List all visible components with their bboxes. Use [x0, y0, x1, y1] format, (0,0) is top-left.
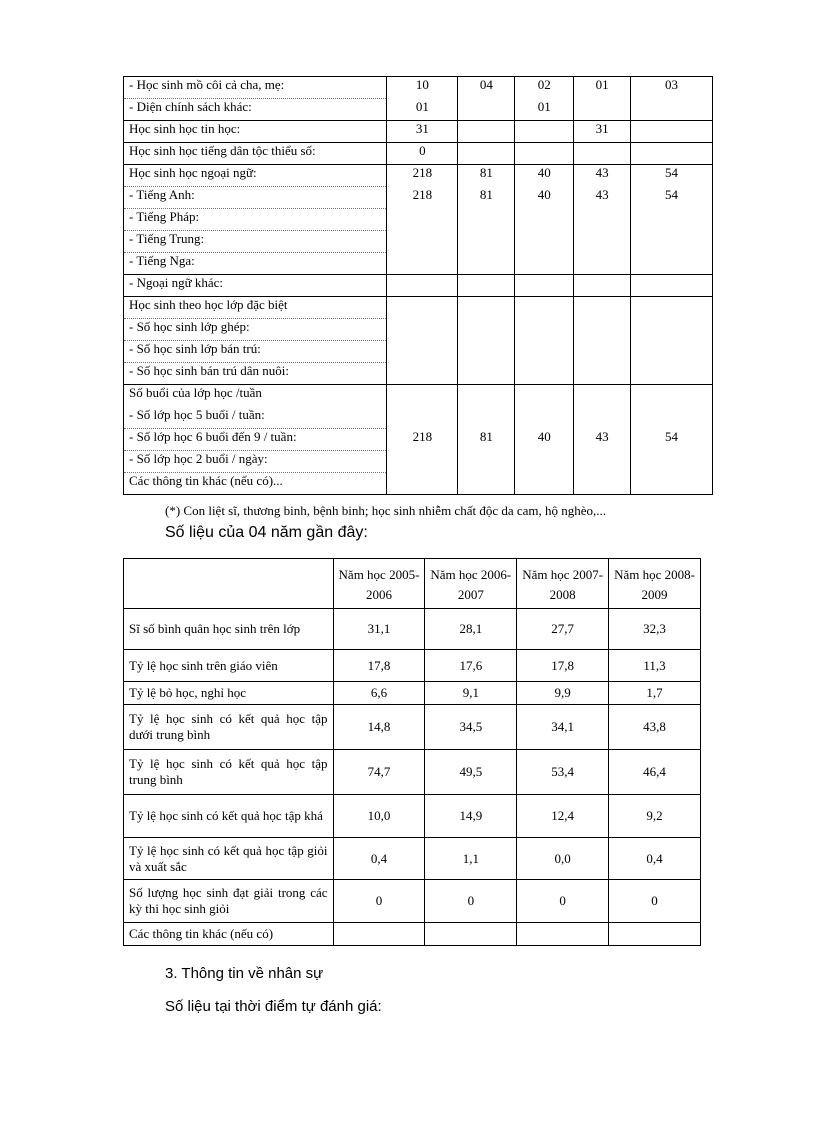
- value-cell: 40: [515, 165, 574, 187]
- value-cell: [515, 121, 574, 143]
- value-cell: 43: [574, 429, 631, 451]
- four-year-table: [123, 558, 701, 946]
- table-row: [124, 385, 713, 407]
- value-cell: [631, 209, 713, 231]
- header-row: [124, 559, 701, 609]
- year-header: Năm học 2005-2006: [333, 559, 425, 609]
- value-cell: [515, 407, 574, 429]
- value-cell: [517, 923, 609, 946]
- value-cell: [458, 451, 515, 473]
- row-label: Học sinh học tin học:: [124, 121, 387, 143]
- row-label: - Học sinh mồ côi cả cha, mẹ:: [124, 77, 387, 99]
- value-cell: [574, 473, 631, 495]
- value-cell: 31: [574, 121, 631, 143]
- row-label: Các thông tin khác (nếu có): [124, 923, 334, 946]
- value-cell: 43,8: [609, 705, 701, 750]
- value-cell: 17,8: [333, 650, 425, 682]
- value-cell: 9,1: [425, 682, 517, 705]
- value-cell: [574, 385, 631, 407]
- value-cell: [387, 253, 458, 275]
- value-cell: [458, 473, 515, 495]
- row-label: Học sinh học tiếng dân tộc thiểu số:: [124, 143, 387, 165]
- value-cell: [574, 341, 631, 363]
- value-cell: [631, 341, 713, 363]
- table-row: [124, 253, 713, 275]
- row-label: Sĩ số bình quân học sinh trên lớp: [124, 609, 334, 650]
- row-label: - Số lớp học 5 buổi / tuần:: [124, 407, 387, 429]
- row-label: Tỷ lệ học sinh trên giáo viên: [124, 650, 334, 682]
- value-cell: 0: [425, 880, 517, 923]
- value-cell: 02: [515, 77, 574, 99]
- value-cell: 0: [333, 880, 425, 923]
- value-cell: 40: [515, 187, 574, 209]
- table-row: [124, 473, 713, 495]
- value-cell: [333, 923, 425, 946]
- row-label: Số lượng học sinh đạt giải trong các kỳ thi học sinh giỏi: [124, 880, 334, 923]
- row-label: - Tiếng Pháp:: [124, 209, 387, 231]
- value-cell: [515, 275, 574, 297]
- row-label: Học sinh theo học lớp đặc biệt: [124, 297, 387, 319]
- value-cell: [458, 363, 515, 385]
- value-cell: [631, 253, 713, 275]
- corner-cell: [124, 559, 334, 609]
- value-cell: [631, 297, 713, 319]
- value-cell: 11,3: [609, 650, 701, 682]
- value-cell: [631, 451, 713, 473]
- table-row: [124, 341, 713, 363]
- value-cell: 54: [631, 165, 713, 187]
- table-row: [124, 705, 701, 750]
- value-cell: [609, 923, 701, 946]
- value-cell: 17,6: [425, 650, 517, 682]
- row-label: - Diện chính sách khác:: [124, 99, 387, 121]
- row-label: - Số học sinh lớp bán trú:: [124, 341, 387, 363]
- value-cell: [574, 297, 631, 319]
- table-row: [124, 165, 713, 187]
- value-cell: [458, 99, 515, 121]
- value-cell: [574, 363, 631, 385]
- value-cell: 9,2: [609, 795, 701, 838]
- value-cell: [458, 121, 515, 143]
- value-cell: 218: [387, 187, 458, 209]
- value-cell: 01: [515, 99, 574, 121]
- value-cell: [631, 99, 713, 121]
- value-cell: 17,8: [517, 650, 609, 682]
- value-cell: 14,8: [333, 705, 425, 750]
- value-cell: 10: [387, 77, 458, 99]
- value-cell: 74,7: [333, 750, 425, 795]
- row-label: Tỷ lệ bỏ học, nghỉ học: [124, 682, 334, 705]
- value-cell: 0,4: [333, 838, 425, 880]
- value-cell: [631, 121, 713, 143]
- value-cell: 10,0: [333, 795, 425, 838]
- value-cell: [458, 231, 515, 253]
- four-year-body: [124, 559, 701, 946]
- value-cell: [515, 385, 574, 407]
- table-row: [124, 451, 713, 473]
- section-subtitle: Số liệu tại thời điểm tự đánh giá:: [165, 998, 382, 1015]
- value-cell: 31,1: [333, 609, 425, 650]
- table-row: [124, 297, 713, 319]
- value-cell: [458, 407, 515, 429]
- table-row: [124, 209, 713, 231]
- value-cell: [515, 143, 574, 165]
- value-cell: 34,1: [517, 705, 609, 750]
- value-cell: 32,3: [609, 609, 701, 650]
- four-year-heading: Số liệu của 04 năm gần đây:: [165, 524, 368, 541]
- table-row: [124, 275, 713, 297]
- value-cell: [574, 319, 631, 341]
- value-cell: 218: [387, 165, 458, 187]
- value-cell: 0: [517, 880, 609, 923]
- value-cell: 31: [387, 121, 458, 143]
- value-cell: [515, 319, 574, 341]
- value-cell: 1,1: [425, 838, 517, 880]
- table-row: [124, 838, 701, 880]
- value-cell: [387, 451, 458, 473]
- value-cell: [458, 297, 515, 319]
- student-statistics-table: [123, 76, 713, 495]
- value-cell: [631, 231, 713, 253]
- value-cell: [425, 923, 517, 946]
- value-cell: [515, 231, 574, 253]
- value-cell: 54: [631, 429, 713, 451]
- table-row: [124, 682, 701, 705]
- value-cell: [515, 297, 574, 319]
- value-cell: [458, 253, 515, 275]
- table-row: [124, 429, 713, 451]
- value-cell: [631, 275, 713, 297]
- value-cell: 53,4: [517, 750, 609, 795]
- table-row: [124, 77, 713, 99]
- year-header: Năm học 2006-2007: [425, 559, 517, 609]
- value-cell: [515, 209, 574, 231]
- value-cell: 0: [609, 880, 701, 923]
- year-header: Năm học 2008-2009: [609, 559, 701, 609]
- table-row: [124, 880, 701, 923]
- value-cell: [574, 407, 631, 429]
- row-label: - Tiếng Anh:: [124, 187, 387, 209]
- row-label: Tỷ lệ học sinh có kết quả học tập giỏi và xuất sắc: [124, 838, 334, 880]
- value-cell: [574, 143, 631, 165]
- value-cell: [515, 363, 574, 385]
- year-header: Năm học 2007-2008: [517, 559, 609, 609]
- section-title: 3. Thông tin về nhân sự: [165, 965, 324, 982]
- table-row: [124, 187, 713, 209]
- table-row: [124, 795, 701, 838]
- value-cell: [458, 341, 515, 363]
- value-cell: [387, 385, 458, 407]
- student-statistics-body: [124, 77, 713, 495]
- value-cell: [458, 385, 515, 407]
- value-cell: [574, 99, 631, 121]
- value-cell: 27,7: [517, 609, 609, 650]
- value-cell: 28,1: [425, 609, 517, 650]
- value-cell: [387, 341, 458, 363]
- value-cell: [387, 297, 458, 319]
- value-cell: [631, 385, 713, 407]
- value-cell: 40: [515, 429, 574, 451]
- value-cell: [631, 319, 713, 341]
- value-cell: 04: [458, 77, 515, 99]
- table-row: [124, 923, 701, 946]
- value-cell: [387, 407, 458, 429]
- value-cell: 43: [574, 187, 631, 209]
- row-label: Tỷ lệ học sinh có kết quả học tập trung bình: [124, 750, 334, 795]
- row-label: - Tiếng Trung:: [124, 231, 387, 253]
- value-cell: 12,4: [517, 795, 609, 838]
- row-label: Tỷ lệ học sinh có kết quả học tập dưới trung bình: [124, 705, 334, 750]
- row-label: - Số lớp học 6 buổi đến 9 / tuần:: [124, 429, 387, 451]
- table-row: [124, 407, 713, 429]
- value-cell: [515, 473, 574, 495]
- value-cell: 0,0: [517, 838, 609, 880]
- table-row: [124, 650, 701, 682]
- table-row: [124, 750, 701, 795]
- value-cell: 01: [387, 99, 458, 121]
- value-cell: [631, 473, 713, 495]
- value-cell: 34,5: [425, 705, 517, 750]
- table-row: [124, 99, 713, 121]
- value-cell: 9,9: [517, 682, 609, 705]
- value-cell: [515, 341, 574, 363]
- value-cell: 14,9: [425, 795, 517, 838]
- value-cell: [574, 253, 631, 275]
- table-row: [124, 143, 713, 165]
- value-cell: 1,7: [609, 682, 701, 705]
- row-label: Số buổi của lớp học /tuần: [124, 385, 387, 407]
- value-cell: [458, 319, 515, 341]
- value-cell: [631, 407, 713, 429]
- row-label: Tỷ lệ học sinh có kết quả học tập khá: [124, 795, 334, 838]
- value-cell: [631, 143, 713, 165]
- value-cell: [574, 275, 631, 297]
- value-cell: 03: [631, 77, 713, 99]
- value-cell: 218: [387, 429, 458, 451]
- value-cell: [387, 275, 458, 297]
- table-row: [124, 609, 701, 650]
- value-cell: 54: [631, 187, 713, 209]
- value-cell: [387, 473, 458, 495]
- value-cell: [574, 209, 631, 231]
- value-cell: [387, 363, 458, 385]
- value-cell: 0,4: [609, 838, 701, 880]
- value-cell: [574, 231, 631, 253]
- value-cell: [458, 275, 515, 297]
- footnote: (*) Con liệt sĩ, thương binh, bệnh binh; học sinh nhiễm chất độc da cam, hộ nghèo,...: [165, 503, 607, 518]
- table-row: [124, 363, 713, 385]
- row-label: - Tiếng Nga:: [124, 253, 387, 275]
- value-cell: 46,4: [609, 750, 701, 795]
- value-cell: 0: [387, 143, 458, 165]
- value-cell: 81: [458, 429, 515, 451]
- value-cell: [515, 451, 574, 473]
- value-cell: 01: [574, 77, 631, 99]
- row-label: - Số học sinh lớp ghép:: [124, 319, 387, 341]
- value-cell: [631, 363, 713, 385]
- value-cell: [387, 209, 458, 231]
- value-cell: 49,5: [425, 750, 517, 795]
- value-cell: [458, 143, 515, 165]
- row-label: - Ngoại ngữ khác:: [124, 275, 387, 297]
- value-cell: 6,6: [333, 682, 425, 705]
- row-label: - Số lớp học 2 buổi / ngày:: [124, 451, 387, 473]
- table-row: [124, 231, 713, 253]
- table-row: [124, 121, 713, 143]
- value-cell: 81: [458, 165, 515, 187]
- value-cell: [574, 451, 631, 473]
- row-label: Học sinh học ngoại ngữ:: [124, 165, 387, 187]
- row-label: Các thông tin khác (nếu có)...: [124, 473, 387, 495]
- value-cell: [387, 319, 458, 341]
- value-cell: [458, 209, 515, 231]
- value-cell: [515, 253, 574, 275]
- table-row: [124, 319, 713, 341]
- value-cell: 43: [574, 165, 631, 187]
- row-label: - Số học sinh bán trú dân nuôi:: [124, 363, 387, 385]
- value-cell: 81: [458, 187, 515, 209]
- value-cell: [387, 231, 458, 253]
